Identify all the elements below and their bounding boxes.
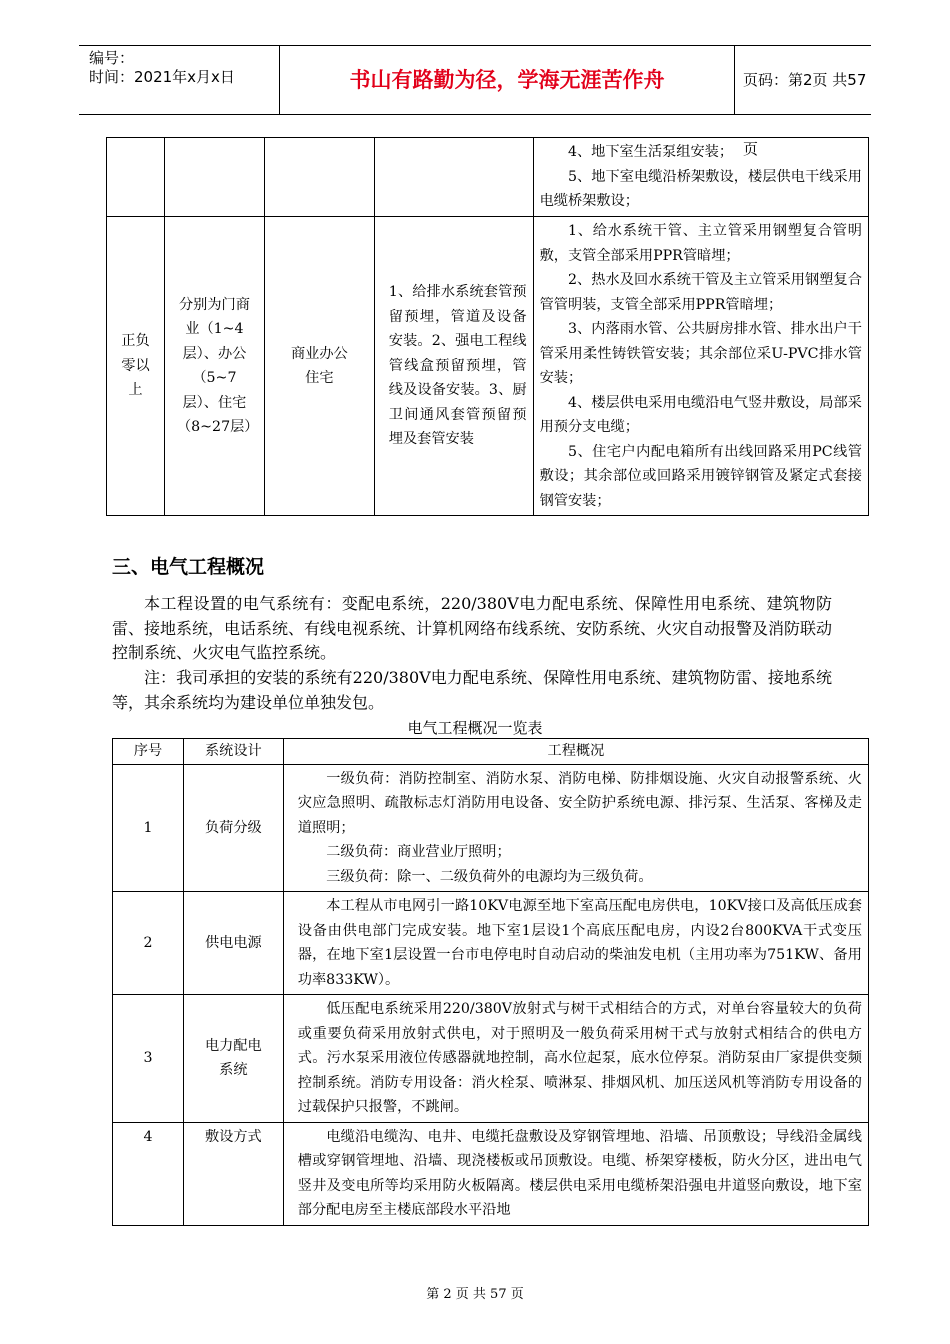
column-header: 序号: [113, 739, 184, 765]
doc-time-label: 时间：2021年x月x日: [89, 68, 235, 86]
row-system: 敷设方式: [183, 1122, 283, 1225]
row-system: 电力配电系统: [183, 995, 283, 1123]
overview-line: 本工程从市电网引一路10KV电源至地下室高压配电房供电，10KV接口及高低压成套设备由供电部门完成安装。地下室1层设1个高底压配电房，内设2台800KVA干式变压器，在地下室1层设置一台市电停电时自动启动的柴油发电机（主用功率为751KW、备用功率833KW）。: [297, 898, 862, 988]
section-paragraph-1: 本工程设置的电气系统有：变配电系统，220/380V电力配电系统、保障性用电系统、建筑物防雷、接地系统，电话系统、有线电视系统、计算机网络布线系统、安防系统、火灾自动报警及消防联动控制系统、火灾电气监控系统。: [112, 594, 833, 662]
table-row: [113, 1122, 869, 1225]
scope-detail-cell: [533, 138, 868, 217]
section-paragraph-2: 注：我司承担的安装的系统有220/380V电力配电系统、保障性用电系统、建筑物防雷、接地系统等，其余系统均为建设单位单独发包。: [112, 668, 832, 712]
header-motto: 书山有路勤为径，学海无涯苦作舟: [280, 46, 735, 115]
table-row: [107, 138, 869, 217]
list-item: 5、住宅户内配电箱所有出线回路采用PC线管敷设；其余部位或回路采用镀锌钢管及紧定式套接钢管安装；: [539, 443, 862, 509]
column-header: 系统设计: [183, 739, 283, 765]
work-content-cell: 1、给排水系统套管预留预埋，管道及设备安装。2、强电工程线管线盒预留预埋，管线及设备安装。3、厨卫间通风套管预留预埋及套管安装: [374, 217, 533, 516]
list-item: 1、给水系统干管、主立管采用钢塑复合管明敷，支管全部采用PPR管暗埋；: [539, 223, 862, 264]
list-item: 4、地下室生活泵组安装；: [567, 144, 734, 161]
overview-line: 三级负荷：除一、二级负荷外的电源均为三级负荷。: [326, 868, 653, 885]
table-row: [113, 995, 869, 1123]
header-meta: [79, 46, 280, 115]
column-header: 工程概况: [283, 739, 868, 765]
scope-detail-cell: [533, 217, 868, 516]
list-item: 2、热水及回水系统干管及主立管采用钢塑复合管管明装，支管全部采用PPR管暗埋；: [539, 272, 862, 313]
floor-usage-cell: 分别为门商业（1~4层）、办公（5~7层）、住宅（8~27层）: [164, 217, 264, 516]
table-row: [113, 764, 869, 892]
table-row: [107, 217, 869, 516]
row-system: 负荷分级: [183, 764, 283, 892]
function-cell: 商业办公住宅: [264, 217, 374, 516]
row-overview: [283, 1122, 868, 1225]
table-row: [113, 892, 869, 995]
row-system: 供电电源: [183, 892, 283, 995]
section-title: 三、电气工程概况: [112, 556, 265, 578]
overview-line: 低压配电系统采用220/380V放射式与树干式相结合的方式，对单台容量较大的负荷或重要负荷采用放射式供电，对于照明及一般负荷采用树干式与放射式相结合的供电方式。污水泵采用液位传感器就地控制，高水位起泵，底水位停泵。消防泵由厂家提供变频控制系统。消防专用设备：消火栓泵、喷淋泵、排烟风机、加压送风机等消防专用设备的过载保护只报警，不跳闸。: [297, 1001, 862, 1115]
list-item: 4、楼层供电采用电缆沿电气竖井敷设，局部采用预分支电缆；: [539, 394, 862, 435]
row-number: 4: [113, 1122, 184, 1225]
table-caption: 电气工程概况一览表: [407, 719, 543, 737]
construction-scope-table: [106, 137, 869, 516]
overview-line: 二级负荷：商业营业厅照明；: [326, 844, 511, 860]
header-page-label: 页码：第2页 共57页: [743, 71, 867, 158]
page-footer: 第 2 页 共 57 页: [426, 1287, 524, 1302]
overview-line: 电缆沿电缆沟、电井、电缆托盘敷设及穿钢管埋地、沿墙、吊顶敷设；导线沿金属线槽或穿钢管埋地、沿墙、现浇楼板或吊顶敷设。电缆、桥架穿楼板，防火分区，进出电气竖井及变电所等均采用防火板隔离。楼层供电采用电缆桥架沿强电井道竖向敷设，地下室部分配电房至主楼底部段水平沿地: [297, 1128, 862, 1218]
table-header-row: [113, 739, 869, 765]
floor-zone-cell: 正负零以上: [107, 217, 165, 516]
row-number: 2: [113, 892, 184, 995]
list-item: 5、地下室电缆沿桥架敷设，楼层供电干线采用电缆桥架敷设；: [539, 168, 862, 210]
electrical-overview-table: [112, 738, 869, 1226]
row-overview: [283, 764, 868, 892]
row-number: 1: [113, 764, 184, 892]
row-overview: [283, 892, 868, 995]
row-number: 3: [113, 995, 184, 1123]
list-item: 3、内落雨水管、公共厨房排水管、排水出户干管采用柔性铸铁管安装；其余部位采U-PVC排水管安装；: [539, 321, 862, 386]
overview-line: 一级负荷：消防控制室、消防水泵、消防电梯、防排烟设施、火灾自动报警系统、火灾应急照明、疏散标志灯消防用电设备、安全防护系统电源、排污泵、生活泵、客梯及走道照明；: [297, 770, 862, 836]
doc-number-label: 编号：: [89, 49, 135, 67]
row-overview: [283, 995, 868, 1123]
